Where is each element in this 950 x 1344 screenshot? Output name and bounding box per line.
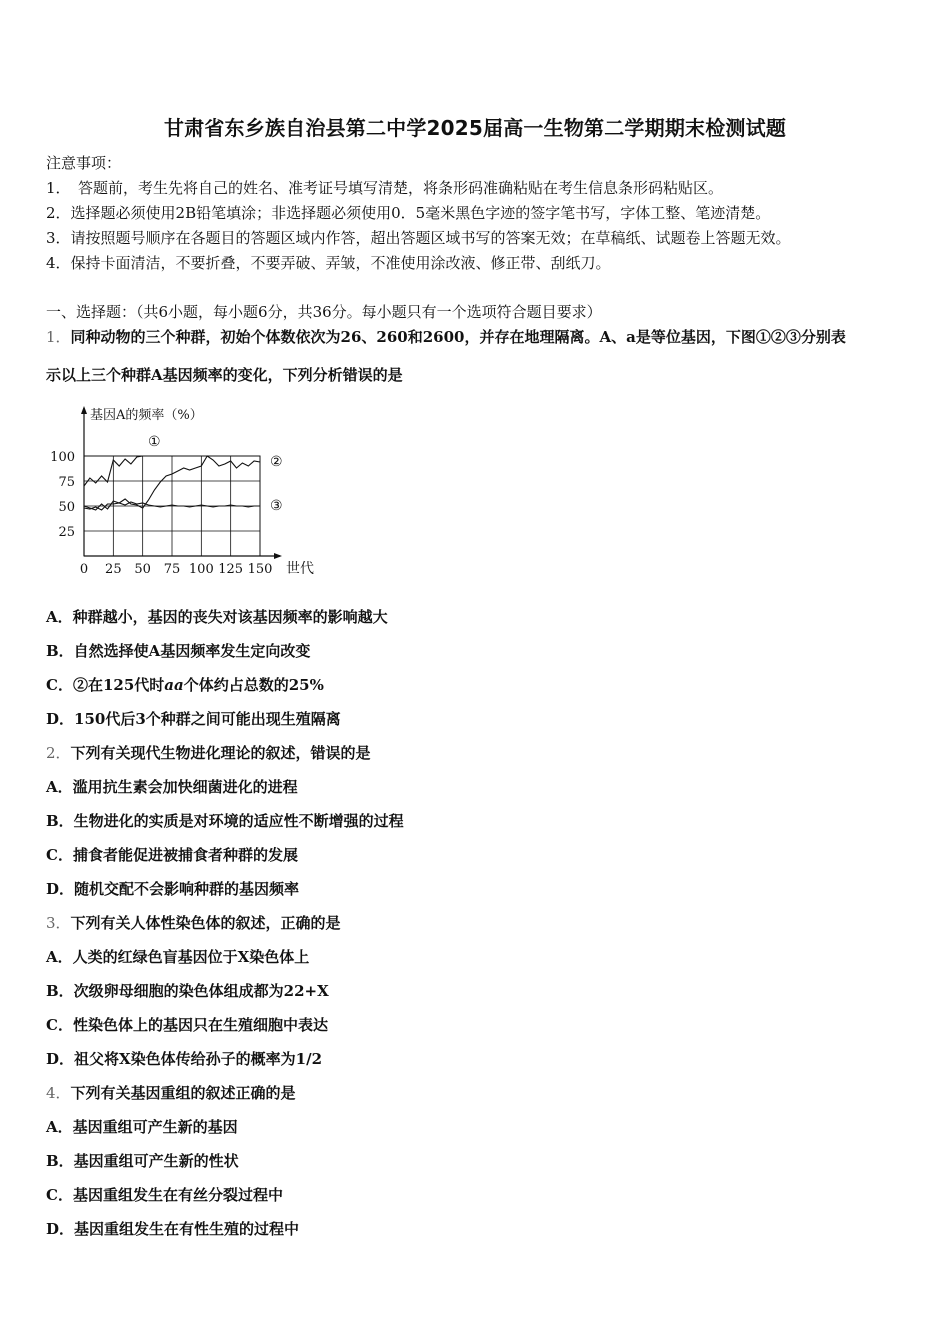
option: A．基因重组可产生新的基因 xyxy=(46,1118,238,1136)
option: B．次级卵母细胞的染色体组成都为22+X xyxy=(46,982,329,1000)
question-stem: 下列有关现代生物进化理论的叙述，错误的是 xyxy=(70,744,371,762)
y-tick-label: 25 xyxy=(58,525,75,540)
y-tick-label: 75 xyxy=(58,475,75,490)
question-stem: 下列有关人体性染色体的叙述，正确的是 xyxy=(70,914,341,932)
notice-item: 4．保持卡面清洁，不要折叠，不要弄破、弄皱，不准使用涂改液、修正带、刮纸刀。 xyxy=(46,254,611,272)
option: D．150代后3个种群之间可能出现生殖隔离 xyxy=(46,710,341,728)
x-tick-label: 50 xyxy=(134,562,151,577)
question-3-stem xyxy=(46,912,341,933)
y-axis-label: 基因A的频率（%） xyxy=(90,408,203,423)
option: D．祖父将X染色体传给孙子的概率为1/2 xyxy=(46,1050,323,1068)
x-axis-label: 世代 xyxy=(286,561,314,577)
question-1-stem xyxy=(46,326,846,347)
y-tick-label: 100 xyxy=(50,450,75,465)
x-tick-label: 150 xyxy=(247,562,273,577)
question-number: 2． xyxy=(46,744,71,762)
x-tick-label: 75 xyxy=(163,562,181,577)
option: B．生物进化的实质是对环境的适应性不断增强的过程 xyxy=(46,812,404,830)
option: B．自然选择使A基因频率发生定向改变 xyxy=(46,642,311,660)
option: C．基因重组发生在有丝分裂过程中 xyxy=(46,1186,283,1204)
x-axis-arrow xyxy=(274,553,282,559)
notice-heading: 注意事项： xyxy=(46,154,122,172)
question-2-stem xyxy=(46,742,371,763)
question-stem: 下列有关基因重组的叙述正确的是 xyxy=(70,1084,296,1102)
option: A．种群越小，基因的丧失对该基因频率的影响越大 xyxy=(46,608,388,626)
notice-item: 3．请按照题号顺序在各题目的答题区域内作答，超出答题区域书写的答案无效；在草稿纸、试题卷上答题无效。 xyxy=(46,229,791,247)
series-label: ② xyxy=(270,454,283,470)
series-label: ① xyxy=(148,434,161,450)
option: C．性染色体上的基因只在生殖细胞中表达 xyxy=(46,1016,328,1034)
x-tick-label: 0 xyxy=(79,562,89,577)
option: A．滥用抗生素会加快细菌进化的进程 xyxy=(46,778,298,796)
question-stem-continued: 示以上三个种群A基因频率的变化，下列分析错误的是 xyxy=(46,366,403,384)
notice-item: 1． 答题前，考生先将自己的姓名、准考证号填写清楚，将条形码准确粘贴在考生信息条形码粘贴区。 xyxy=(46,179,724,197)
y-axis-arrow xyxy=(81,406,87,414)
page-title: 甘肃省东乡族自治县第二中学2025届高一生物第二学期期末检测试题 xyxy=(163,116,787,140)
x-tick-label: 25 xyxy=(105,562,122,577)
option: D．基因重组发生在有性生殖的过程中 xyxy=(46,1220,300,1238)
section-heading: 一、选择题：（共6小题，每小题6分，共36分。每小题只有一个选项符合题目要求） xyxy=(46,303,602,321)
y-tick-label: 50 xyxy=(58,500,75,515)
question-number: 1． xyxy=(46,328,71,346)
option: C．捕食者能促进被捕食者种群的发展 xyxy=(46,846,298,864)
question-4-stem xyxy=(46,1082,296,1103)
option: B．基因重组可产生新的性状 xyxy=(46,1152,239,1170)
x-tick-label: 100 xyxy=(188,562,214,577)
question-stem: 同种动物的三个种群，初始个体数依次为26、260和2600，并存在地理隔离。A、a是等位基因，下图①②③分别表 xyxy=(70,328,846,346)
question-number: 4． xyxy=(46,1084,71,1102)
chart-svg xyxy=(44,400,334,580)
option: A．人类的红绿色盲基因位于X染色体上 xyxy=(46,948,310,966)
option: D．随机交配不会影响种群的基因频率 xyxy=(46,880,300,898)
allele-frequency-chart xyxy=(44,400,334,580)
notice-item: 2．选择题必须使用2B铅笔填涂；非选择题必须使用0．5毫米黑色字迹的签字笔书写，字体工整、笔迹清楚。 xyxy=(46,204,771,222)
series-label: ③ xyxy=(270,498,283,514)
option: C．②在125代时aa个体约占总数的25% xyxy=(46,676,324,694)
x-tick-label: 125 xyxy=(218,562,244,577)
question-number: 3． xyxy=(46,914,71,932)
